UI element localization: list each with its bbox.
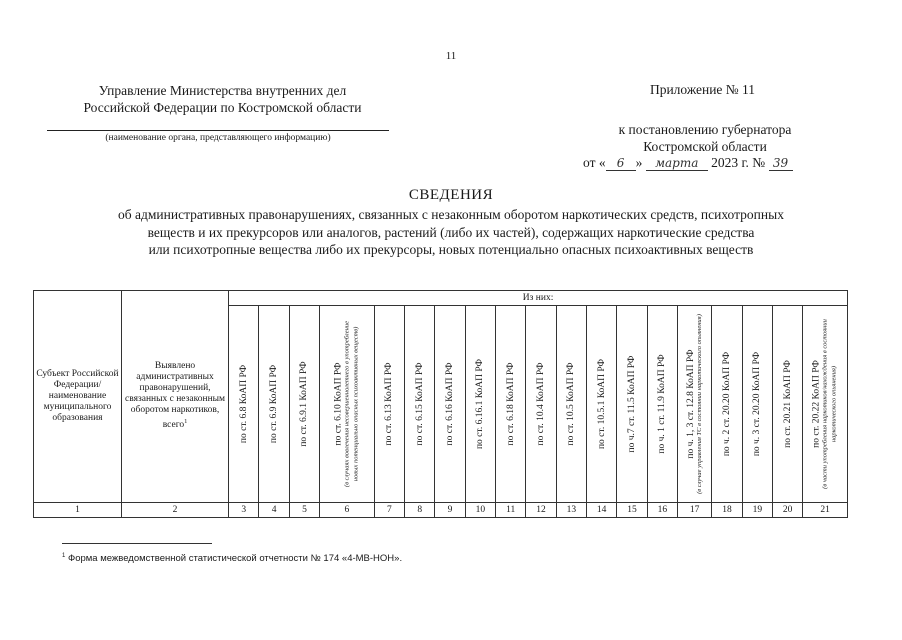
header-total: Выявлено административных правонарушений, связанных с незаконным оборотом наркотиков, всего$^1$ — [121, 291, 228, 503]
column-number: 15 — [617, 503, 647, 518]
organization-name — [40, 82, 405, 116]
header-column-10 — [465, 306, 495, 503]
column-title: по ч. 2 ст. 20.20 КоАП РФ — [722, 351, 733, 457]
header-column-15 — [617, 306, 647, 503]
statistics-table — [33, 290, 848, 518]
column-title: по ст. 10.5 КоАП РФ — [566, 362, 577, 446]
column-number: 14 — [587, 503, 617, 518]
organization-caption: (наименование органа, представляющего информацию) — [105, 133, 331, 143]
column-number: 13 — [556, 503, 586, 518]
column-title: по ст. 20.22 КоАП РФ — [811, 360, 822, 448]
footnote-text: Форма межведомственной статистической отчетности № 174 «4-МВ-НОН». — [67, 553, 403, 565]
header-subject: Субъект Российской Федерации/ наименование муниципального образования — [34, 291, 122, 503]
header-column-13 — [556, 306, 586, 503]
document-subtitle — [60, 206, 842, 259]
column-title: по ст. 6.16 КоАП РФ — [445, 362, 456, 446]
footnote-mark: 1 — [184, 418, 188, 426]
column-number: 2 — [121, 503, 228, 518]
subtitle-line-1: об административных правонарушениях, связанных с незаконным оборотом наркотических средств, психотропных — [118, 207, 784, 222]
column-number: 8 — [405, 503, 435, 518]
column-note: (в части употребления наркотиков/нахождения в состоянии наркотического опьянения) — [821, 319, 838, 489]
header-column-6 — [320, 306, 375, 503]
column-number: 9 — [435, 503, 465, 518]
organization-line-1: Управление Министерства внутренних дел — [98, 83, 347, 98]
subtitle-line-3: или психотропные вещества либо их прекурсоры, новых потенциально опасных психоактивных веществ — [148, 242, 754, 257]
column-title: по ст. 6.9.1 КоАП РФ — [299, 361, 310, 447]
column-title: по ст. 6.18 КоАП РФ — [505, 362, 516, 446]
header-column-9 — [435, 306, 465, 503]
column-note: (в случае управления ТС в состоянии наркотического опьянения) — [695, 314, 703, 494]
column-number: 20 — [773, 503, 803, 518]
column-number: 16 — [647, 503, 677, 518]
date-mid: » — [635, 155, 643, 170]
footnote-separator — [62, 543, 212, 544]
column-number: 11 — [496, 503, 526, 518]
column-title: по ст. 6.13 КоАП РФ — [384, 362, 395, 446]
header-column-3 — [229, 306, 259, 503]
appendix-date — [583, 155, 843, 171]
column-number: 10 — [465, 503, 495, 518]
footnote-mark-bottom: 1 — [62, 553, 66, 559]
header-column-14 — [587, 306, 617, 503]
header-column-5 — [289, 306, 319, 503]
column-number: 19 — [742, 503, 772, 518]
footnote — [62, 553, 402, 564]
column-number: 6 — [320, 503, 375, 518]
header-column-11 — [496, 306, 526, 503]
page-number: 11 — [445, 50, 457, 62]
appendix-title: Приложение № 11 — [649, 82, 756, 97]
column-number: 7 — [374, 503, 404, 518]
column-title: по ч. 1 ст. 11.9 КоАП РФ — [657, 354, 668, 454]
column-number: 4 — [259, 503, 289, 518]
organization-underline — [47, 130, 389, 131]
header-column-4 — [259, 306, 289, 503]
header-column-16 — [647, 306, 677, 503]
date-prefix: от « — [583, 155, 606, 170]
column-title: по ст. 10.5.1 КоАП РФ — [596, 358, 607, 450]
subtitle-line-2: веществ и их прекурсоров или аналогов, растений (либо их частей), содержащих наркотические средства — [147, 224, 755, 240]
date-day-handwritten: 6 — [606, 157, 636, 171]
column-note: (в случаях вовлечения несовершеннолетнего в употребление новых потенциально опасных психоактивных веществ) — [343, 321, 359, 487]
column-title: по ст. 6.8 КоАП РФ — [238, 364, 249, 444]
column-title: по ст. 6.15 КоАП РФ — [414, 362, 425, 446]
column-number: 5 — [289, 503, 319, 518]
column-title: по ч. 1, 3 ст. 12.8 КоАП РФ — [685, 349, 696, 459]
column-title: по ст. 10.4 КоАП РФ — [536, 362, 546, 446]
column-title: по ст. 6.9 КоАП РФ — [269, 364, 280, 444]
organization-line-2: Российской Федерации по Костромской области — [83, 100, 362, 115]
appendix-to-line-2: Костромской области — [643, 139, 767, 154]
column-title: по ст. 6.10 КоАП РФ — [333, 362, 344, 446]
appendix-to-line-1: к постановлению губернатора — [618, 122, 792, 137]
column-number: 3 — [229, 503, 259, 518]
document-title: СВЕДЕНИЯ — [408, 187, 494, 203]
date-month-handwritten: марта — [646, 157, 708, 171]
appendix-reference — [580, 121, 830, 155]
header-column-17 — [677, 306, 711, 503]
column-title: по ст. 6.16.1 КоАП РФ — [475, 358, 486, 450]
column-number: 21 — [803, 503, 848, 518]
column-title: по ст. 20.21 КоАП РФ — [782, 360, 793, 448]
date-year: 2023 г. № — [711, 155, 766, 170]
column-number: 1 — [34, 503, 122, 518]
column-title: по ч. 3 ст. 20.20 КоАП РФ — [752, 351, 763, 457]
header-of-which: Из них: — [229, 291, 848, 306]
column-number: 12 — [526, 503, 556, 518]
date-number-handwritten: 39 — [769, 157, 793, 171]
header-column-20 — [773, 306, 803, 503]
column-title: по ч.7 ст. 11.5 КоАП РФ — [626, 355, 637, 453]
header-column-7 — [374, 306, 404, 503]
header-column-18 — [712, 306, 742, 503]
column-number: 17 — [677, 503, 711, 518]
column-number: 18 — [712, 503, 742, 518]
header-column-19 — [742, 306, 772, 503]
header-column-12 — [526, 306, 556, 503]
header-column-21 — [803, 306, 848, 503]
header-column-8 — [405, 306, 435, 503]
